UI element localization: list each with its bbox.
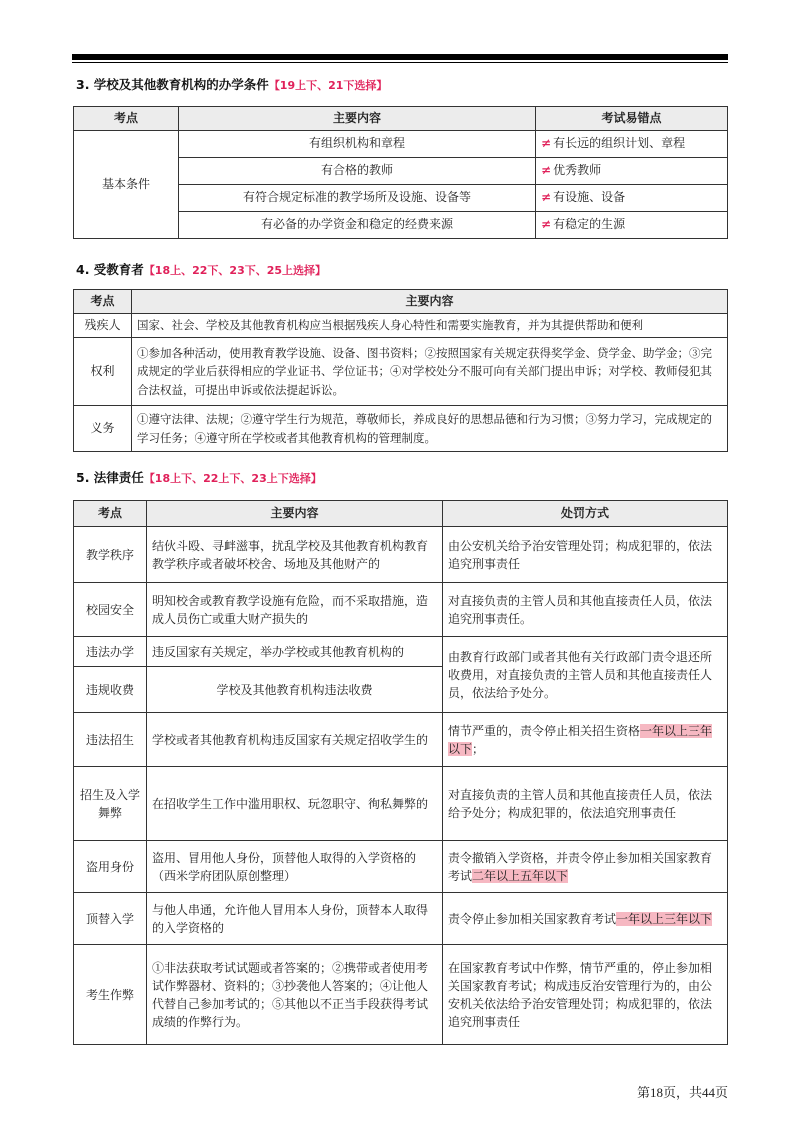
top-rule-thin	[72, 62, 728, 63]
header-cell: 处罚方式	[443, 501, 728, 527]
table-row	[74, 583, 728, 637]
section3-title	[76, 75, 387, 93]
section5-title	[76, 468, 322, 486]
content-cell: 违反国家有关规定，举办学校或其他教育机构的	[147, 637, 443, 667]
content-cell: 与他人串通，允许他人冒用本人身份，顶替本人取得的入学资格的	[147, 893, 443, 945]
penalty-cell: 对直接负责的主管人员和其他直接责任人员，依法给予处分；构成犯罪的，依法追究刑事责任	[443, 767, 728, 841]
error-cell: ≠ 有设施、设备	[536, 185, 728, 212]
content-cell: 有必备的办学资金和稳定的经费来源	[179, 212, 536, 239]
content-cell: 明知校舍或教育教学设施有危险，而不采取措施，造成人员伤亡或重大财产损失的	[147, 583, 443, 637]
table-row	[74, 314, 728, 338]
table-row	[74, 713, 728, 767]
section5-table	[73, 500, 728, 1045]
point-cell: 招生及入学舞弊	[74, 767, 147, 841]
group-cell: 基本条件	[74, 131, 179, 239]
table-row	[74, 637, 728, 667]
header-cell: 主要内容	[132, 290, 728, 314]
header-cell: 考点	[74, 290, 132, 314]
penalty-cell: 责令停止参加相关国家教育考试一年以上三年以下	[443, 893, 728, 945]
point-cell: 残疾人	[74, 314, 132, 338]
content-cell: 结伙斗殴、寻衅滋事，扰乱学校及其他教育机构教育教学秩序或者破坏校舍、场地及其他财产的	[147, 527, 443, 583]
content-cell: 学校或者其他教育机构违反国家有关规定招收学生的	[147, 713, 443, 767]
section4-title-text: 4. 受教育者	[76, 262, 144, 277]
not-equal-icon: ≠	[541, 136, 552, 151]
point-cell: 违法招生	[74, 713, 147, 767]
section5-tag: 【18上下、22上下、23上下选择】	[143, 472, 322, 485]
highlight-term: 一年以上三年以下	[616, 911, 713, 926]
penalty-cell: 在国家教育考试中作弊，情节严重的，停止参加相关国家教育考试；构成违反治安管理行为的，由公安机关依法给予治安管理处罚；构成犯罪的，依法追究刑事责任	[443, 945, 728, 1045]
point-cell: 违规收费	[74, 667, 147, 713]
penalty-cell: 由教育行政部门或者其他有关行政部门责令退还所收费用，对直接负责的主管人员和其他直接责任人员，依法给予处分。	[443, 637, 728, 713]
section5-title-text: 5. 法律责任	[76, 470, 144, 485]
not-equal-icon: ≠	[541, 190, 552, 205]
penalty-cell: 情节严重的，责令停止相关招生资格一年以上三年以下；	[443, 713, 728, 767]
header-cell: 主要内容	[179, 107, 536, 131]
page-number: 第18页，共44页	[636, 1085, 728, 1100]
content-cell: 国家、社会、学校及其他教育机构应当根据残疾人身心特性和需要实施教育，并为其提供帮助和便利	[132, 314, 728, 338]
content-cell: 学校及其他教育机构违法收费	[147, 667, 443, 713]
section4-table	[73, 289, 728, 452]
table-row	[74, 893, 728, 945]
header-cell: 主要内容	[147, 501, 443, 527]
content-cell: ①遵守法律、法规；②遵守学生行为规范，尊敬师长，养成良好的思想品德和行为习惯；③努力学习，完成规定的学习任务；④遵守所在学校或者其他教育机构的管理制度。	[132, 406, 728, 452]
content-cell: ①非法获取考试试题或者答案的；②携带或者使用考试作弊器材、资料的；③抄袭他人答案的；④让他人代替自己参加考试的；⑤其他以不正当手段获得考试成绩的作弊行为。	[147, 945, 443, 1045]
section3-table	[73, 106, 728, 239]
point-cell: 考生作弊	[74, 945, 147, 1045]
penalty-cell: 对直接负责的主管人员和其他直接责任人员，依法追究刑事责任。	[443, 583, 728, 637]
penalty-cell: 由公安机关给予治安管理处罚；构成犯罪的，依法追究刑事责任	[443, 527, 728, 583]
top-rule	[72, 54, 728, 60]
section4-title	[76, 260, 326, 278]
table-row	[74, 406, 728, 452]
point-cell: 校园安全	[74, 583, 147, 637]
header-cell: 考试易错点	[536, 107, 728, 131]
not-equal-icon: ≠	[541, 163, 552, 178]
error-cell: ≠ 优秀教师	[536, 158, 728, 185]
header-cell: 考点	[74, 107, 179, 131]
table-row	[74, 338, 728, 406]
section3-tag: 【19上下、21下选择】	[268, 79, 388, 92]
point-cell: 义务	[74, 406, 132, 452]
table-row	[74, 527, 728, 583]
table-row	[74, 841, 728, 893]
content-cell: 有组织机构和章程	[179, 131, 536, 158]
content-cell: 有合格的教师	[179, 158, 536, 185]
table-row	[74, 131, 728, 158]
highlight-term: 二年以上五年以下	[472, 868, 569, 883]
not-equal-icon: ≠	[541, 217, 552, 232]
table-row	[74, 767, 728, 841]
table-header-row	[74, 501, 728, 527]
point-cell: 顶替入学	[74, 893, 147, 945]
error-cell: ≠ 有稳定的生源	[536, 212, 728, 239]
point-cell: 违法办学	[74, 637, 147, 667]
content-cell: 盗用、冒用他人身份，顶替他人取得的入学资格的（西米学府团队原创整理）	[147, 841, 443, 893]
point-cell: 盗用身份	[74, 841, 147, 893]
header-cell: 考点	[74, 501, 147, 527]
table-header-row	[74, 290, 728, 314]
table-row	[74, 945, 728, 1045]
highlight-term: 一年以上三年以下	[448, 723, 713, 756]
point-cell: 教学秩序	[74, 527, 147, 583]
content-cell: ①参加各种活动，使用教育教学设施、设备、图书资料；②按照国家有关规定获得奖学金、贷学金、助学金；③完成规定的学业后获得相应的学业证书、学位证书；④对学校处分不服可向有关部门提出申诉；对学校、教师侵犯其合法权益，可提出申诉或依法提起诉讼。	[132, 338, 728, 406]
penalty-cell: 责令撤销入学资格，并责令停止参加相关国家教育考试二年以上五年以下	[443, 841, 728, 893]
section3-title-text: 3. 学校及其他教育机构的办学条件	[76, 77, 269, 92]
content-cell: 在招收学生工作中滥用职权、玩忽职守、徇私舞弊的	[147, 767, 443, 841]
table-header-row	[74, 107, 728, 131]
error-cell: ≠ 有长远的组织计划、章程	[536, 131, 728, 158]
content-cell: 有符合规定标准的教学场所及设施、设备等	[179, 185, 536, 212]
section4-tag: 【18上、22下、23下、25上选择】	[143, 264, 327, 277]
point-cell: 权利	[74, 338, 132, 406]
